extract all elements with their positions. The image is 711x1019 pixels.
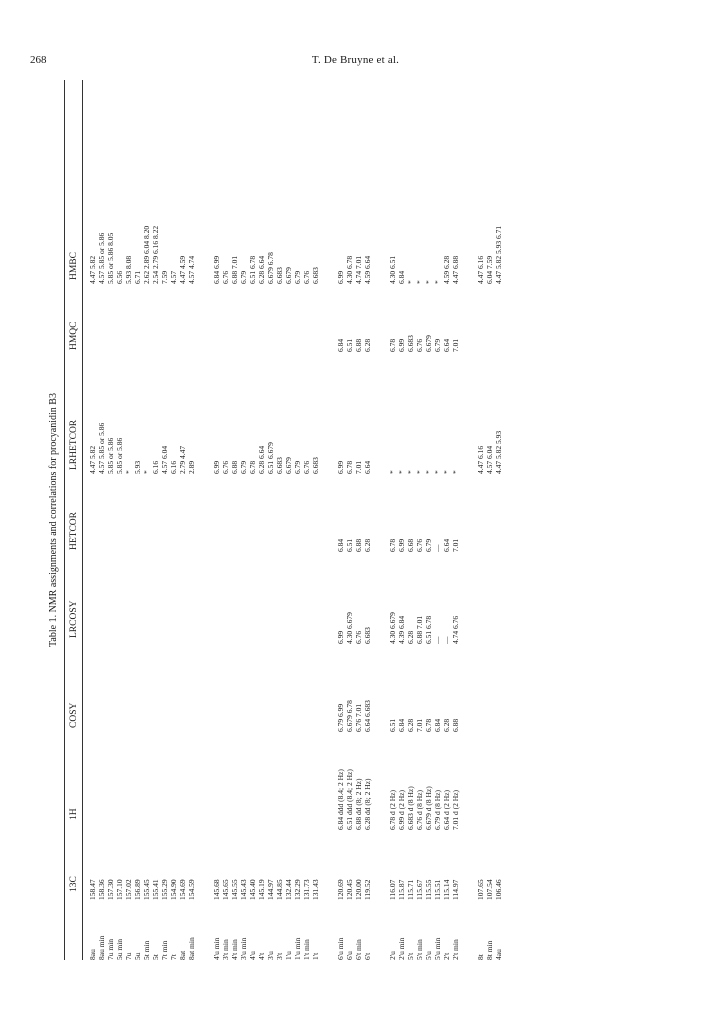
assignment-cell: 4'u min — [212, 937, 221, 960]
lrhetcor-cell: 6.99 — [212, 460, 221, 474]
hetcor-cell: 6.84 — [336, 538, 345, 552]
lrhetcor-cell: 4.47 6.16 — [476, 445, 485, 474]
hmbc-cell: 6.683 — [311, 267, 320, 284]
assignment-cell: 1'u min — [293, 937, 302, 960]
hetcor-cell: 7.01 — [451, 538, 460, 552]
carbon-shift-cell: 120.45 — [345, 879, 354, 900]
assignment-cell: 6'u min — [336, 937, 345, 960]
table-row — [415, 80, 424, 960]
lrcosy-cell: 4.74 6.76 — [451, 615, 460, 644]
hmqc-cell: 6.51 — [345, 338, 354, 352]
hmbc-cell: 6.84 — [397, 270, 406, 284]
lrhetcor-cell: 2.79 4.47 — [178, 445, 187, 474]
column-header-13c: 13C — [69, 876, 79, 892]
table-row — [406, 80, 415, 960]
hmbc-cell: 6.56 — [115, 270, 124, 284]
hmbc-cell: 4.57 4.74 — [187, 255, 196, 284]
carbon-shift-cell: 145.19 — [257, 879, 266, 900]
table-row — [311, 80, 320, 960]
lrcosy-cell: 6.88 7.01 — [415, 615, 424, 644]
group-spacer — [196, 80, 212, 960]
assignment-cell: 2't min — [451, 939, 460, 960]
assignment-cell: 2'u — [388, 951, 397, 960]
table-row — [345, 80, 354, 960]
carbon-shift-cell: 116.07 — [388, 879, 397, 900]
hmbc-cell: 4.47 4.59 — [178, 255, 187, 284]
assignment-cell: 1't min — [302, 939, 311, 960]
carbon-shift-cell: 145.65 — [221, 879, 230, 900]
lrhetcor-cell: 6.99 — [336, 460, 345, 474]
hmbc-cell: 6.84 6.99 — [212, 255, 221, 284]
lrhetcor-cell: 5.85 or 5.86 — [106, 437, 115, 474]
carbon-shift-cell: 158.36 — [97, 879, 106, 900]
hmbc-cell: 2.62 2.89 6.04 8.20 — [142, 225, 151, 284]
lrhetcor-cell: 5.93 — [133, 460, 142, 474]
lrhetcor-cell: 6.683 — [275, 457, 284, 474]
carbon-shift-cell: 131.73 — [302, 879, 311, 900]
assignment-cell: 5't — [406, 952, 415, 960]
hmbc-cell: 6.88 7.01 — [230, 255, 239, 284]
hmbc-cell: 6.51 6.78 — [248, 255, 257, 284]
assignment-cell: 3't — [275, 952, 284, 960]
lrhetcor-cell: * — [451, 470, 460, 474]
column-header-hetcor: HETCOR — [69, 512, 79, 550]
lrcosy-cell: — — [442, 636, 451, 644]
cosy-cell: 7.01 — [415, 718, 424, 732]
proton-shift-cell: 6.683 d (8 Hz) — [406, 786, 415, 830]
proton-shift-cell: 6.64 d (2 Hz) — [442, 790, 451, 830]
lrhetcor-cell: 5.85 or 5.86 — [115, 437, 124, 474]
lrhetcor-cell: * — [442, 470, 451, 474]
lrhetcor-cell: 6.76 — [302, 460, 311, 474]
hmbc-cell: 4.47 6.16 — [476, 255, 485, 284]
carbon-shift-cell: 120.69 — [336, 879, 345, 900]
proton-shift-cell: 6.76 d (8 Hz) — [415, 790, 424, 830]
lrhetcor-cell: 4.57 6.04 — [485, 445, 494, 474]
carbon-shift-cell: 154.59 — [187, 879, 196, 900]
assignment-cell: 2'u min — [397, 937, 406, 960]
page-header — [0, 54, 711, 70]
proton-shift-cell: 6.78 d (2 Hz) — [388, 790, 397, 830]
assignment-cell: 4'u — [248, 951, 257, 960]
table-row — [424, 80, 433, 960]
lrhetcor-cell: 6.78 — [248, 460, 257, 474]
proton-shift-cell: 6.28 dd (8; 2 Hz) — [363, 778, 372, 830]
cosy-cell: 6.51 — [388, 718, 397, 732]
hmbc-cell: * — [406, 280, 415, 284]
hmbc-cell: 4.59 6.28 — [442, 255, 451, 284]
table-row — [187, 80, 196, 960]
table-row — [106, 80, 115, 960]
assignment-cell: 4't min — [230, 939, 239, 960]
table-row — [257, 80, 266, 960]
assignment-cell: 3't min — [221, 939, 230, 960]
hmqc-cell: 6.76 — [415, 338, 424, 352]
lrhetcor-cell: 6.683 — [311, 457, 320, 474]
cosy-cell: 6.28 — [442, 718, 451, 732]
hmqc-cell: 6.78 — [388, 338, 397, 352]
hetcor-cell: 6.64 — [442, 538, 451, 552]
assignment-cell: 7t min — [160, 940, 169, 960]
table-row — [178, 80, 187, 960]
assignment-cell: 1't — [311, 952, 320, 960]
lrhetcor-cell: 6.64 — [363, 460, 372, 474]
hmqc-cell: 6.99 — [397, 338, 406, 352]
assignment-cell: 8au min — [97, 935, 106, 960]
assignment-cell: 3'u — [266, 951, 275, 960]
cosy-cell: 6.88 — [451, 718, 460, 732]
lrhetcor-cell: * — [424, 470, 433, 474]
table-row — [336, 80, 345, 960]
carbon-shift-cell: 154.90 — [169, 879, 178, 900]
assignment-cell: 1'u — [284, 951, 293, 960]
column-header-1h: 1H — [69, 808, 79, 820]
lrhetcor-cell: 4.47 5.82 — [88, 445, 97, 474]
assignment-cell: 8at — [178, 950, 187, 960]
lrhetcor-cell: 4.57 6.04 — [160, 445, 169, 474]
table-row — [124, 80, 133, 960]
table-row — [248, 80, 257, 960]
hmbc-cell: 6.79 — [293, 270, 302, 284]
carbon-shift-cell: 154.69 — [178, 879, 187, 900]
assignment-cell: 4't — [257, 952, 266, 960]
cosy-cell: 6.78 — [424, 718, 433, 732]
lrhetcor-cell: 6.76 — [221, 460, 230, 474]
lrcosy-cell: 6.99 — [336, 630, 345, 644]
hmbc-cell: 6.679 6.78 — [266, 252, 275, 284]
lrcosy-cell: 6.51 6.78 — [424, 615, 433, 644]
cosy-cell: 6.79 6.99 — [336, 703, 345, 732]
table-row — [442, 80, 451, 960]
table-header-rule — [82, 80, 83, 960]
carbon-shift-cell: 144.97 — [266, 879, 275, 900]
hmbc-cell: 4.30 6.78 — [345, 255, 354, 284]
hetcor-cell: 6.79 — [424, 538, 433, 552]
lrhetcor-cell: 6.679 — [284, 457, 293, 474]
carbon-shift-cell: 115.71 — [406, 879, 415, 900]
hetcor-cell: 6.78 — [388, 538, 397, 552]
assignment-cell: 7u — [124, 952, 133, 960]
lrhetcor-cell: * — [433, 470, 442, 474]
proton-shift-cell: 6.51 ddd (8.4; 2 Hz) — [345, 769, 354, 830]
table-row — [212, 80, 221, 960]
table-row — [363, 80, 372, 960]
group-spacer — [320, 80, 336, 960]
carbon-shift-cell: 107.65 — [476, 879, 485, 900]
table-row — [169, 80, 178, 960]
cosy-cell: 6.679 6.78 — [345, 700, 354, 732]
table-row — [230, 80, 239, 960]
lrhetcor-cell: * — [415, 470, 424, 474]
hmbc-cell: 4.74 7.01 — [354, 255, 363, 284]
table-row — [239, 80, 248, 960]
assignment-cell: 5u min — [115, 938, 124, 960]
hmbc-cell: 6.28 6.64 — [257, 255, 266, 284]
hmbc-cell: 6.76 — [221, 270, 230, 284]
table-row — [151, 80, 160, 960]
carbon-shift-cell: 145.55 — [230, 879, 239, 900]
lrhetcor-cell: 6.16 — [151, 460, 160, 474]
hetcor-cell: — — [433, 544, 442, 552]
carbon-shift-cell: 132.29 — [293, 879, 302, 900]
carbon-shift-cell: 157.30 — [106, 879, 115, 900]
assignment-cell: 5t — [151, 954, 160, 960]
hmbc-cell: 6.76 — [302, 270, 311, 284]
lrcosy-cell: 4.30 6.679 — [388, 612, 397, 644]
assignment-cell: 8au — [88, 949, 97, 960]
assignment-cell: 7t — [169, 954, 178, 960]
hmbc-cell: 7.59 — [160, 270, 169, 284]
lrhetcor-cell: 6.79 — [293, 460, 302, 474]
hmbc-cell: 2.54 2.79 6.16 8.22 — [151, 225, 160, 284]
assignment-cell: 8t — [476, 954, 485, 960]
assignment-cell: 2't — [442, 952, 451, 960]
assignment-cell: 5't min — [415, 939, 424, 960]
carbon-shift-cell: 155.41 — [151, 879, 160, 900]
hmqc-cell: 6.88 — [354, 338, 363, 352]
assignment-cell: 6't min — [354, 939, 363, 960]
table-row — [97, 80, 106, 960]
carbon-shift-cell: 115.87 — [397, 879, 406, 900]
lrcosy-cell: 6.28 — [406, 630, 415, 644]
column-header-cosy: COSY — [69, 702, 79, 728]
table-row — [275, 80, 284, 960]
hmqc-cell: 6.64 — [442, 338, 451, 352]
hmbc-cell: * — [424, 280, 433, 284]
hmbc-cell: 6.79 — [239, 270, 248, 284]
table-row — [293, 80, 302, 960]
carbon-shift-cell: 158.47 — [88, 879, 97, 900]
carbon-shift-cell: 145.43 — [239, 879, 248, 900]
page-number: 268 — [30, 54, 47, 66]
column-header-hmbc: HMBC — [69, 252, 79, 280]
lrhetcor-cell: * — [388, 470, 397, 474]
carbon-shift-cell: 145.68 — [212, 879, 221, 900]
table-row — [388, 80, 397, 960]
carbon-shift-cell: 119.52 — [363, 879, 372, 900]
hmqc-cell: 6.683 — [406, 335, 415, 352]
lrcosy-cell: 6.683 — [363, 627, 372, 644]
assignment-cell: 5u — [133, 952, 142, 960]
assignment-cell: 6't — [363, 952, 372, 960]
lrhetcor-cell: 6.88 — [230, 460, 239, 474]
hmqc-cell: 6.79 — [433, 338, 442, 352]
cosy-cell: 6.84 — [397, 718, 406, 732]
group-spacer — [460, 80, 476, 960]
hmqc-cell: 6.84 — [336, 338, 345, 352]
proton-shift-cell: 6.679 d (8 Hz) — [424, 786, 433, 830]
hmbc-cell: 6.04 7.59 — [485, 255, 494, 284]
cosy-cell: 6.84 — [433, 718, 442, 732]
assignment-cell: 8at min — [187, 937, 196, 960]
proton-shift-cell: 6.88 dd (8; 2 Hz) — [354, 778, 363, 830]
proton-shift-cell: 6.84 ddd (8.4; 2 Hz) — [336, 769, 345, 830]
table-row — [433, 80, 442, 960]
cosy-cell: 6.76 7.01 — [354, 703, 363, 732]
hmbc-cell: 6.683 — [275, 267, 284, 284]
group-spacer — [372, 80, 388, 960]
assignment-cell: 5'u — [424, 951, 433, 960]
table-row — [115, 80, 124, 960]
hmqc-cell: 6.679 — [424, 335, 433, 352]
column-header-lrcosy: LRCOSY — [69, 600, 79, 638]
hmbc-cell: * — [433, 280, 442, 284]
table-row — [354, 80, 363, 960]
carbon-shift-cell: 131.43 — [311, 879, 320, 900]
lrhetcor-cell: 7.01 — [354, 460, 363, 474]
lrhetcor-cell: 6.16 — [169, 460, 178, 474]
proton-shift-cell: 7.01 d (2 Hz) — [451, 790, 460, 830]
table-row — [160, 80, 169, 960]
hmbc-cell: 6.99 — [336, 270, 345, 284]
running-head: T. De Bruyne et al. — [311, 54, 400, 66]
hetcor-cell: 6.68 — [406, 538, 415, 552]
table-row — [142, 80, 151, 960]
assignment-cell: 3'u min — [239, 937, 248, 960]
table-row — [485, 80, 494, 960]
lrhetcor-cell: 4.57 5.85 or 5.86 — [97, 422, 106, 474]
hmbc-cell: 4.47 6.88 — [451, 255, 460, 284]
nmr-table — [48, 80, 668, 960]
lrhetcor-cell: 2.89 — [187, 460, 196, 474]
carbon-shift-cell: 107.54 — [485, 879, 494, 900]
lrhetcor-cell: * — [406, 470, 415, 474]
hmbc-cell: 4.57 — [169, 270, 178, 284]
table-caption: Table 1. NMR assignments and correlations for procyanidin B3 — [48, 393, 59, 647]
hmqc-cell: 7.01 — [451, 338, 460, 352]
hmbc-cell: 4.30 6.51 — [388, 255, 397, 284]
carbon-shift-cell: 157.02 — [124, 879, 133, 900]
hetcor-cell: 6.28 — [363, 538, 372, 552]
hmbc-cell: 5.93 8.08 — [124, 255, 133, 284]
column-header-lrhetcor: LRHETCOR — [69, 419, 79, 470]
carbon-shift-cell: 115.51 — [433, 879, 442, 900]
hetcor-cell: 6.99 — [397, 538, 406, 552]
hmbc-cell: 5.85 or 5.86 8.05 — [106, 232, 115, 284]
table-row — [284, 80, 293, 960]
hetcor-cell: 6.88 — [354, 538, 363, 552]
table-row — [133, 80, 142, 960]
lrcosy-cell: 4.30 6.679 — [345, 612, 354, 644]
lrcosy-cell: 6.76 — [354, 630, 363, 644]
table-row — [397, 80, 406, 960]
proton-shift-cell: 6.79 d (8 Hz) — [433, 790, 442, 830]
column-header-hmqc: HMQC — [69, 321, 79, 350]
hmbc-cell: 4.47 5.82 — [88, 255, 97, 284]
carbon-shift-cell: 155.45 — [142, 879, 151, 900]
assignment-cell: 4au — [494, 949, 503, 960]
assignment-cell: 8t min — [485, 940, 494, 960]
table-row — [494, 80, 503, 960]
carbon-shift-cell: 144.85 — [275, 879, 284, 900]
hetcor-cell: 6.51 — [345, 538, 354, 552]
carbon-shift-cell: 157.10 — [115, 879, 124, 900]
lrhetcor-cell: * — [124, 470, 133, 474]
hmbc-cell: 6.679 — [284, 267, 293, 284]
assignment-cell: 5t min — [142, 940, 151, 960]
carbon-shift-cell: 120.00 — [354, 879, 363, 900]
lrhetcor-cell: 6.78 — [345, 460, 354, 474]
lrhetcor-cell: 6.28 6.64 — [257, 445, 266, 474]
carbon-shift-cell: 114.97 — [451, 879, 460, 900]
hmbc-cell: 4.59 6.64 — [363, 255, 372, 284]
hmbc-cell: * — [415, 280, 424, 284]
lrhetcor-cell: 6.79 — [239, 460, 248, 474]
carbon-shift-cell: 156.89 — [133, 879, 142, 900]
lrcosy-cell: — — [433, 636, 442, 644]
table-row — [266, 80, 275, 960]
assignment-cell: 5'u min — [433, 937, 442, 960]
carbon-shift-cell: 106.46 — [494, 879, 503, 900]
carbon-shift-cell: 132.44 — [284, 879, 293, 900]
carbon-shift-cell: 115.14 — [442, 879, 451, 900]
cosy-cell: 6.28 — [406, 718, 415, 732]
hmqc-cell: 6.28 — [363, 338, 372, 352]
table-row — [476, 80, 485, 960]
table-row — [302, 80, 311, 960]
table-row — [451, 80, 460, 960]
table-row — [88, 80, 97, 960]
assignment-cell: 7u min — [106, 938, 115, 960]
lrcosy-cell: 4.39 6.84 — [397, 615, 406, 644]
table-body — [88, 80, 503, 960]
cosy-cell: 6.64 6.683 — [363, 700, 372, 732]
table-row — [221, 80, 230, 960]
carbon-shift-cell: 145.40 — [248, 879, 257, 900]
table-top-rule — [64, 80, 65, 960]
carbon-shift-cell: 155.29 — [160, 879, 169, 900]
proton-shift-cell: 6.99 d (2 Hz) — [397, 790, 406, 830]
hmbc-cell: 4.57 5.85 or 5.86 — [97, 232, 106, 284]
hetcor-cell: 6.76 — [415, 538, 424, 552]
lrhetcor-cell: 6.51 6.679 — [266, 442, 275, 474]
carbon-shift-cell: 115.67 — [415, 879, 424, 900]
hmbc-cell: 4.47 5.82 5.93 6.71 — [494, 225, 503, 284]
lrhetcor-cell: * — [397, 470, 406, 474]
lrhetcor-cell: 4.47 5.82 5.93 — [494, 430, 503, 474]
assignment-cell: 6'u — [345, 951, 354, 960]
lrhetcor-cell: * — [142, 470, 151, 474]
hmbc-cell: 6.71 — [133, 270, 142, 284]
carbon-shift-cell: 115.55 — [424, 879, 433, 900]
